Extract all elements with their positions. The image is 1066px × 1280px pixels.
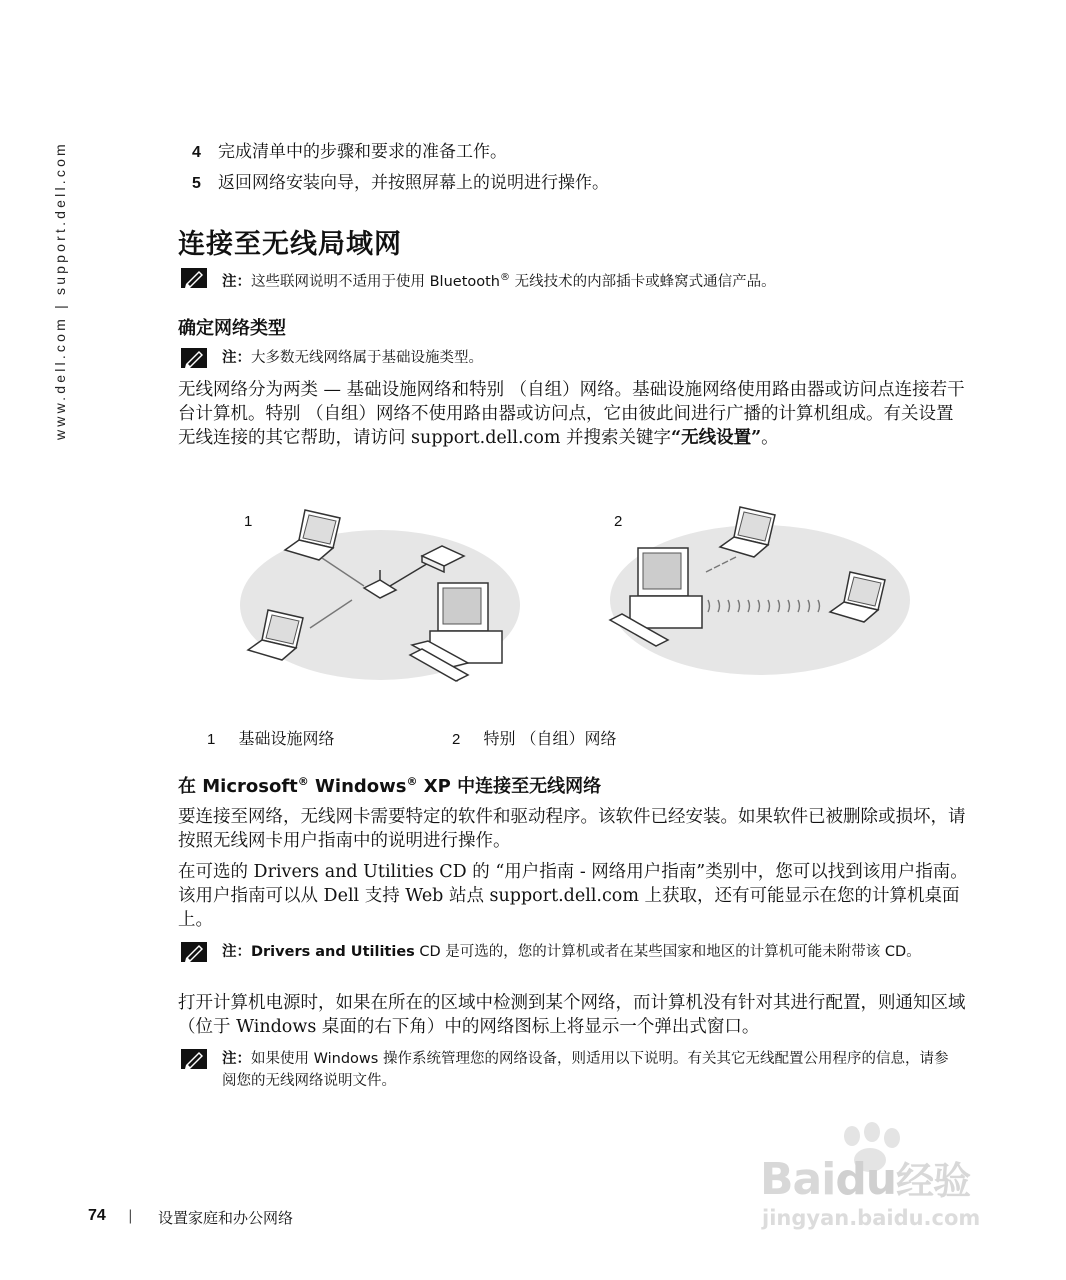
- paragraph-driver: 要连接至网络，无线网卡需要特定的软件和驱动程序。该软件已经安装。如果软件已被删除或损坏，请按照无线网卡用户指南中的说明进行操作。: [178, 807, 966, 851]
- step-text: 返回网络安装向导，并按照屏幕上的说明进行操作。: [218, 173, 609, 193]
- subheading-text: 在 Microsoft: [178, 776, 298, 797]
- note-text: 大多数无线网络属于基础设施类型。: [251, 350, 483, 366]
- registered-mark: ®: [297, 775, 309, 788]
- paragraph-user-guide: 在可选的 Drivers and Utilities CD 的 “用户指南 - 网络用户指南”类别中，您可以找到该用户指南。该用户指南可以从 Dell 支持 Web 站点 support.dell.com 上获取，还有可能显示在您的计算机桌面上。: [178, 862, 968, 930]
- caption-text: 特别 （自组）网络: [483, 729, 617, 748]
- figure-callout-2: 2: [614, 513, 623, 530]
- paragraph-end: 。: [761, 428, 779, 448]
- footer-chapter-title: 设置家庭和办公网络: [158, 1209, 294, 1227]
- note-label: 注：: [222, 1051, 251, 1067]
- caption-2: [452, 726, 617, 749]
- caption-number: 1: [207, 731, 216, 748]
- step-number: 5: [192, 175, 201, 192]
- adhoc-network-illustration: [610, 507, 910, 675]
- paragraph-popup: 打开计算机电源时，如果在所在的区域中检测到某个网络，而计算机没有针对其进行配置，则通知区域 （位于 Windows 桌面的右下角）中的网络图标上将显示一个弹出式窗口。: [178, 993, 966, 1037]
- caption-1: [207, 726, 334, 749]
- note-pencil-icon: [180, 347, 208, 369]
- subheading-text: XP 中连接至无线网络: [417, 776, 602, 797]
- page-number: 74: [88, 1207, 106, 1224]
- subheading-windows-xp: [178, 772, 601, 798]
- section-heading: 连接至无线局域网: [178, 229, 402, 260]
- watermark-logo: Baidu经验: [760, 1154, 971, 1205]
- note-label: 注：: [222, 350, 251, 366]
- footer-separator: |: [128, 1208, 133, 1224]
- figure-callout-1: 1: [244, 513, 253, 530]
- note-text: 如果使用 Windows 操作系统管理您的网络设备，则适用以下说明。有关其它无线配置公用程序的信息，请参阅您的无线网络说明文件。: [222, 1051, 949, 1089]
- registered-mark: ®: [406, 775, 418, 788]
- subheading-text: Windows: [308, 776, 407, 797]
- step-text: 完成清单中的步骤和要求的准备工作。: [218, 142, 507, 162]
- baidu-watermark: [760, 1120, 1010, 1250]
- subheading-network-type: 确定网络类型: [178, 318, 286, 339]
- registered-mark: ®: [500, 272, 510, 283]
- note-pencil-icon: [180, 1048, 208, 1070]
- keyword-bold: “无线设置”: [671, 428, 762, 448]
- note-text: CD 是可选的，您的计算机或者在某些国家和地区的计算机可能未附带该 CD。: [414, 944, 921, 960]
- step-number: 4: [192, 144, 201, 161]
- note-bold-text: Drivers and Utilities: [251, 944, 415, 960]
- note-pencil-icon: [180, 267, 208, 289]
- note-pencil-icon: [180, 941, 208, 963]
- sidebar-url: www.dell.com | support.dell.com: [52, 141, 68, 440]
- infrastructure-network-illustration: [240, 510, 520, 681]
- step-5: [192, 172, 609, 195]
- caption-text: 基础设施网络: [238, 729, 335, 748]
- network-diagram: [230, 500, 930, 700]
- step-4: [192, 141, 507, 164]
- watermark-url: jingyan.baidu.com: [762, 1206, 981, 1230]
- note-label: 注：: [222, 273, 251, 290]
- note-text: 这些联网说明不适用于使用 Bluetooth: [251, 273, 500, 290]
- paragraph-network-types: [178, 378, 968, 450]
- note-label: 注：: [222, 944, 251, 960]
- note-text-end: 无线技术的内部插卡或蜂窝式通信产品。: [510, 273, 776, 290]
- paragraph-text: 无线网络分为两类 — 基础设施网络和特别 （自组）网络。基础设施网络使用路由器或访问点连接若干台计算机。特别 （自组）网络不使用路由器或访问点，它由彼此间进行广播的计算机组成。有关设置无线连接的其它帮助，请访问 support.dell.com 并搜索关键字: [178, 380, 965, 448]
- caption-number: 2: [452, 731, 461, 748]
